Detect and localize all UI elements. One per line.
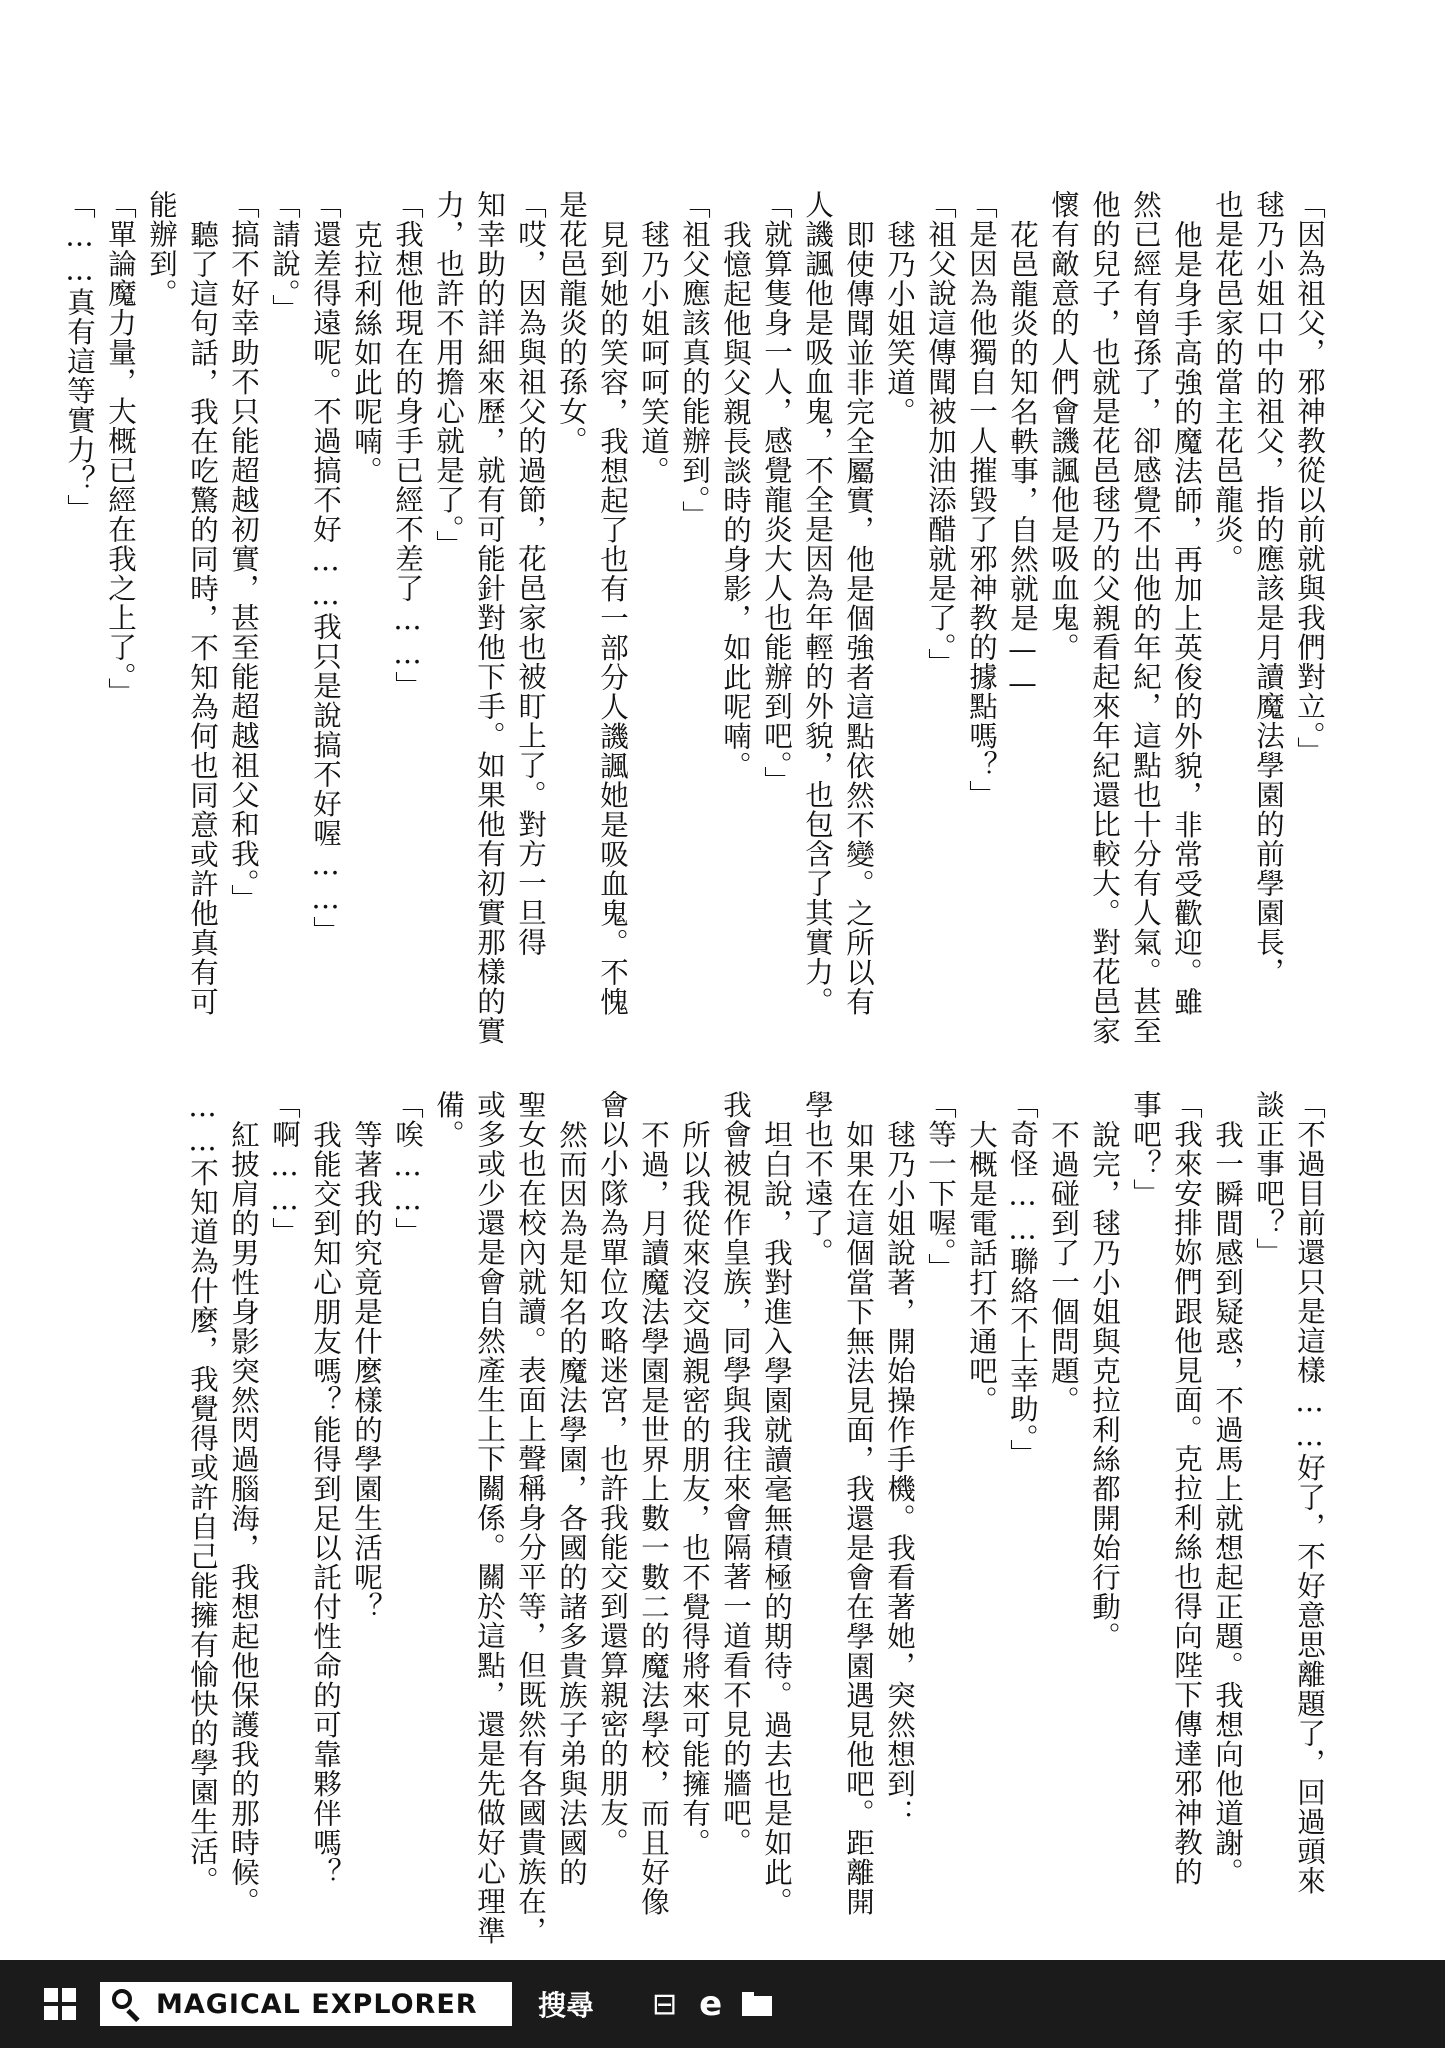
text-line: 毬乃小姐口中的祖父，指的應該是月讀魔法學園的前學園長，	[1252, 190, 1285, 987]
text-line: 不過碰到了一個問題。	[1047, 1120, 1080, 1415]
text-line: 事吧？」	[1129, 1090, 1162, 1208]
text-line: 聽了這句話，我在吃驚的同時，不知為何也同意或許他真有可	[186, 220, 219, 1017]
text-line: 即使傳聞並非完全屬實，他是個強者這點依然不變。之所以有	[842, 220, 875, 1017]
search-input-text[interactable]: MAGICAL EXPLORER	[156, 1988, 478, 2020]
text-line: 我一瞬間感到疑惑，不過馬上就想起正題。我想向他道謝。	[1211, 1120, 1244, 1887]
text-line: 紅披肩的男性身影突然閃過腦海，我想起他保護我的那時候。	[227, 1120, 260, 1917]
text-line: 知幸助的詳細來歷，就有可能針對他下手。如果他有初實那樣的實	[473, 190, 506, 1046]
text-line: 學也不遠了。	[801, 1090, 834, 1267]
text-line: 「等一下喔。」	[924, 1090, 957, 1283]
text-column-top	[63, 190, 1330, 1046]
text-line: 或多或少還是會自然產生上下關係。關於這點，還是先做好心理準	[473, 1090, 506, 1946]
text-line: 克拉利絲如此呢喃。	[350, 220, 383, 486]
text-line: 花邑龍炎的知名軼事，自然就是——	[1006, 220, 1039, 701]
text-line: 見到她的笑容，我想起了也有一部分人譏諷她是吸血鬼。不愧	[596, 220, 629, 1017]
taskbar	[0, 1960, 1445, 2048]
text-line: 力，也許不用擔心就是了。」	[432, 190, 465, 560]
text-line: 所以我從來沒交過親密的朋友，也不覺得將來可能擁有。	[678, 1120, 711, 1858]
text-line: 我會被視作皇族，同學與我往來會隔著一道看不見的牆吧。	[719, 1090, 752, 1857]
text-line: 然而因為是知名的魔法學園，各國的諸多貴族子弟與法國的	[555, 1120, 588, 1887]
task-view-icon[interactable]: ⊟	[652, 1986, 678, 2022]
text-line: 「單論魔力量，大概已經在我之上了。」	[104, 190, 137, 707]
text-line: 他是身手高強的魔法師，再加上英俊的外貌，非常受歡迎。雖	[1170, 220, 1203, 1017]
text-line: 毬乃小姐笑道。	[883, 220, 916, 427]
text-line: 我憶起他與父親長談時的身影，如此呢喃。	[719, 220, 752, 781]
text-line: 如果在這個當下無法見面，我還是會在學園遇見他吧。距離開	[842, 1120, 875, 1917]
text-line: 「不過目前還只是這樣……好了，不好意思離題了，回過頭來	[1293, 1090, 1326, 1896]
text-line: 說完，毬乃小姐與克拉利絲都開始行動。	[1088, 1120, 1121, 1651]
text-line: 「搞不好幸助不只能超越初實，甚至能超越祖父和我。」	[227, 190, 260, 914]
text-line: 毬乃小姐說著，開始操作手機。我看著她，突然想到：	[883, 1120, 916, 1828]
text-line: 「我來安排妳們跟他見面。克拉利絲也得向陛下傳達邪神教的	[1170, 1090, 1203, 1887]
text-line: 人譏諷他是吸血鬼，不全是因為年輕的外貌，也包含了其實力。	[801, 190, 834, 1016]
text-line: 大概是電話打不通吧。	[965, 1120, 998, 1415]
text-line: 也是花邑家的當主花邑龍炎。	[1211, 190, 1244, 574]
text-line: 備。	[432, 1090, 465, 1149]
text-line: 毬乃小姐呵呵笑道。	[637, 220, 670, 486]
text-line: 會以小隊為單位攻略迷宮，也許我能交到還算親密的朋友。	[596, 1090, 629, 1857]
windows-start-icon[interactable]	[44, 1988, 76, 2020]
text-line: 「祖父說這傳聞被加油添醋就是了。」	[924, 190, 957, 678]
text-line: ……不知道為什麼，我覺得或許自己能擁有愉快的學園生活。	[186, 1090, 219, 1896]
text-line: 「啊……」	[268, 1090, 301, 1247]
text-line: 懷有敵意的人們會譏諷他是吸血鬼。	[1047, 190, 1080, 662]
text-line: 「是因為他獨自一人摧毀了邪神教的據點嗎？」	[965, 190, 998, 810]
text-line: 然已經有曾孫了，卻感覺不出他的年紀，這點也十分有人氣。甚至	[1129, 190, 1162, 1046]
text-line: 談正事吧？」	[1252, 1090, 1285, 1267]
text-line: 「唉……」	[391, 1090, 424, 1247]
text-line: 「祖父應該真的能辦到。」	[678, 190, 711, 530]
text-line: 等著我的究竟是什麼樣的學園生活呢？	[350, 1120, 383, 1622]
search-box[interactable]	[100, 1982, 512, 2026]
edge-browser-icon[interactable]: e	[699, 1984, 723, 2024]
text-line: 「請說。」	[268, 190, 301, 324]
search-icon	[110, 1987, 144, 2021]
text-column-bottom	[90, 1090, 1330, 1946]
text-line: 是花邑龍炎的孫女。	[555, 190, 588, 456]
text-line: 「我想他現在的身手已經不差了……」	[391, 190, 424, 701]
text-line: 坦白說，我對進入學園就讀毫無積極的期待。過去也是如此。	[760, 1120, 793, 1917]
text-line: 「……真有這等實力？」	[63, 190, 96, 524]
text-line: 「哎，因為與祖父的過節，花邑家也被盯上了。對方一旦得	[514, 190, 547, 957]
text-line: 「還差得遠呢。不過搞不好……我只是說搞不好喔……」	[309, 190, 342, 946]
text-line: 他的兒子，也就是花邑毬乃的父親看起來年紀還比較大。對花邑家	[1088, 190, 1121, 1046]
text-line: 聖女也在校內就讀。表面上聲稱身分平等，但既然有各國貴族在，	[514, 1090, 547, 1946]
text-line: 不過，月讀魔法學園是世界上數一數二的魔法學校，而且好像	[637, 1120, 670, 1917]
search-label[interactable]: 搜尋	[538, 1989, 595, 2022]
text-line: 「奇怪……聯絡不上幸助。」	[1006, 1090, 1039, 1469]
text-line: 能辦到。	[145, 190, 178, 308]
folder-icon[interactable]	[742, 1992, 772, 2016]
text-line: 「因為祖父，邪神教從以前就與我們對立。」	[1293, 190, 1326, 766]
text-line: 「就算隻身一人，感覺龍炎大人也能辦到吧。」	[760, 190, 793, 796]
text-line: 我能交到知心朋友嗎？能得到足以託付性命的可靠夥伴嗎？	[309, 1120, 342, 1887]
